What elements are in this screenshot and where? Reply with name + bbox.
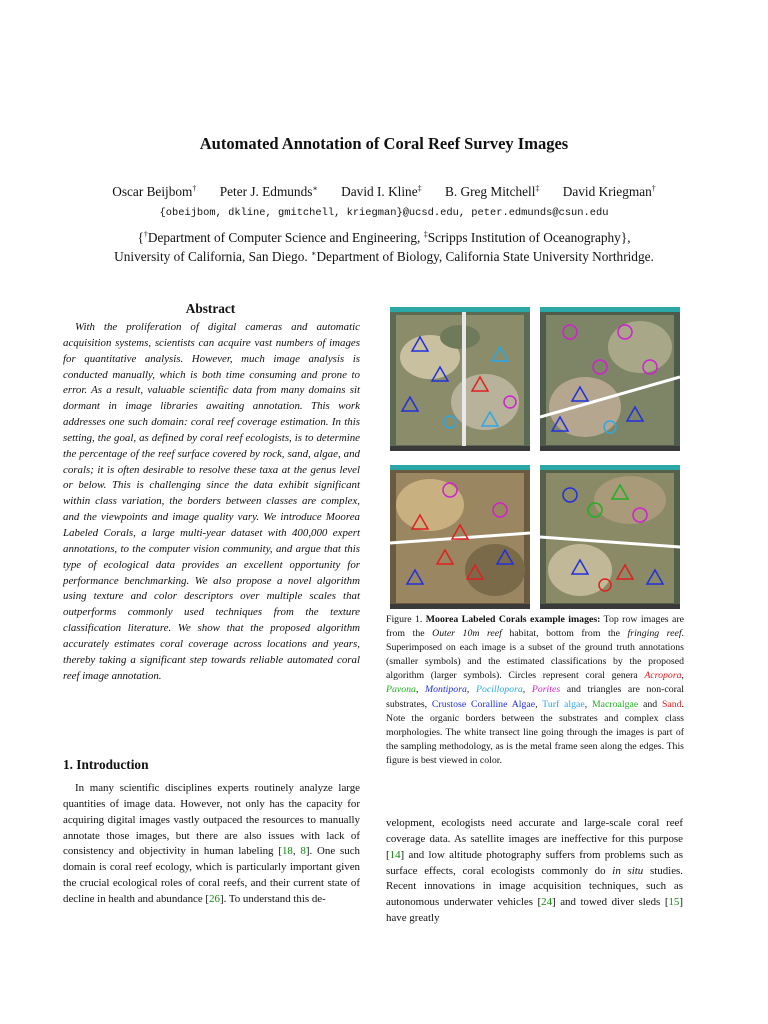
author-1: Oscar Beijbom† [112,184,197,199]
author-2: Peter J. Edmunds∗ [219,184,318,199]
coral-image-fringing-reef-2 [540,465,680,609]
abstract-text: With the proliferation of digital cameras and automatic acquisition systems, scientists can acquire vast numbers of images for quantitative analysis. However, much image analysis is conducted manually, which is both time consuming and prone to error. As a result, valuable scientific data from many domains sit dormant in image libraries awaiting annotation. This work addresses one such domain: coral reef coverage estimation. In this setting, the goal, as defined by coral reef ecologists, is to determine the percentage of the reef surface covered by rock, sand, algae, and corals; it is often desirable to resolve these taxa at the genus level or below. This is challenging since the data exhibit significant within class variation, the borders between classes are complex, and the viewpoints and image quality vary. We introduce Moorea Labeled Corals, a large multi-year dataset with 400,000 expert annotations, to the computer vision community, and argue that this type of ecological data provides an excellent opportunity for performance benchmarking. We also propose a novel algorithm using texture and color descriptors over multiple scales that outperforms commonly used techniques from the texture classification literature. We show that the proposed algorithm accurately estimates coral coverage across locations and years, thereby taking a significant step towards reliable automated coral reef image annotation. [63,321,360,682]
figure-1-coral-images [390,307,684,613]
abstract-heading: Abstract [185,301,236,316]
author-3: David I. Kline‡ [341,184,422,199]
coral-image-outer-reef-1 [390,307,530,451]
figure-1-caption: Figure 1. Moorea Labeled Corals example images: Top row images are from the Outer 10m reef habitat, bottom from the fringing reef. Superimposed on each image is a subset of the ground truth annotations (smaller symbols) and the estimated classifications by the proposed algorithm (larger symbols). Circles represent coral genera Acropora, Pavona, Montipora, Pocillopora, Porites and triangles are non-coral substrates, Crustose Coralline Algae, Turf algae, Macroalgae and Sand. Note the organic borders between the substrates and complex class morphologies. The white transect line going through the images is part of the sampling methodology, as is the metal frame seen along the edges. This figure is best viewed in color. [386,614,684,766]
intro-paragraph: In many scientific disciplines experts routinely analyze large quantities of image data. However, not only has the capacity for acquiring digital images vastly outpaced the resources to manually annotate those images, but there are also issues with lack of consistency and objectivity in human labeling [18, 8]. One such domain is coral reef ecology, which is particularly important given the crucial ecological roles of coral reefs, and their current state of decline in health and abundance [26]. To understand this de- [63,782,360,905]
author-emails: {obeijbom, dkline, gmitchell, kriegman}@ucsd.edu, peter.edmunds@csun.edu [159,207,609,219]
affiliation-line-2: University of California, San Diego. ∗Department of Biology, California State University Northridge. [114,249,654,264]
affiliation-line-1: {†Department of Computer Science and Engineering, ‡Scripps Institution of Oceanography}, [137,230,631,245]
coral-image-fringing-reef-1 [390,465,530,609]
citation-link[interactable]: 15 [668,896,680,909]
affiliations [0,228,768,266]
intro-continuation: velopment, ecologists need accurate and large-scale coral reef coverage data. As satellite images are ineffective for this purpose [14] and low altitude photography suffers from problems such as surface effects, coral ecologists commonly do in situ studies. Recent innovations in image acquisition techniques, such as autonomous underwater vehicles [24] and towed diver sleds [15] have greatly [386,817,683,925]
author-4: B. Greg Mitchell‡ [444,184,540,199]
author-5: David Kriegman† [562,184,656,199]
citation-link[interactable]: 14 [389,848,401,861]
citation-link[interactable]: 8 [300,845,306,858]
citation-link[interactable]: 18 [281,845,293,858]
coral-image-outer-reef-2 [540,307,680,451]
citation-link[interactable]: 26 [209,892,220,905]
paper-title: Automated Annotation of Coral Reef Survey Images [199,134,569,153]
author-list [0,184,768,200]
citation-link[interactable]: 24 [541,896,553,909]
section-heading-introduction: 1. Introduction [63,757,149,772]
